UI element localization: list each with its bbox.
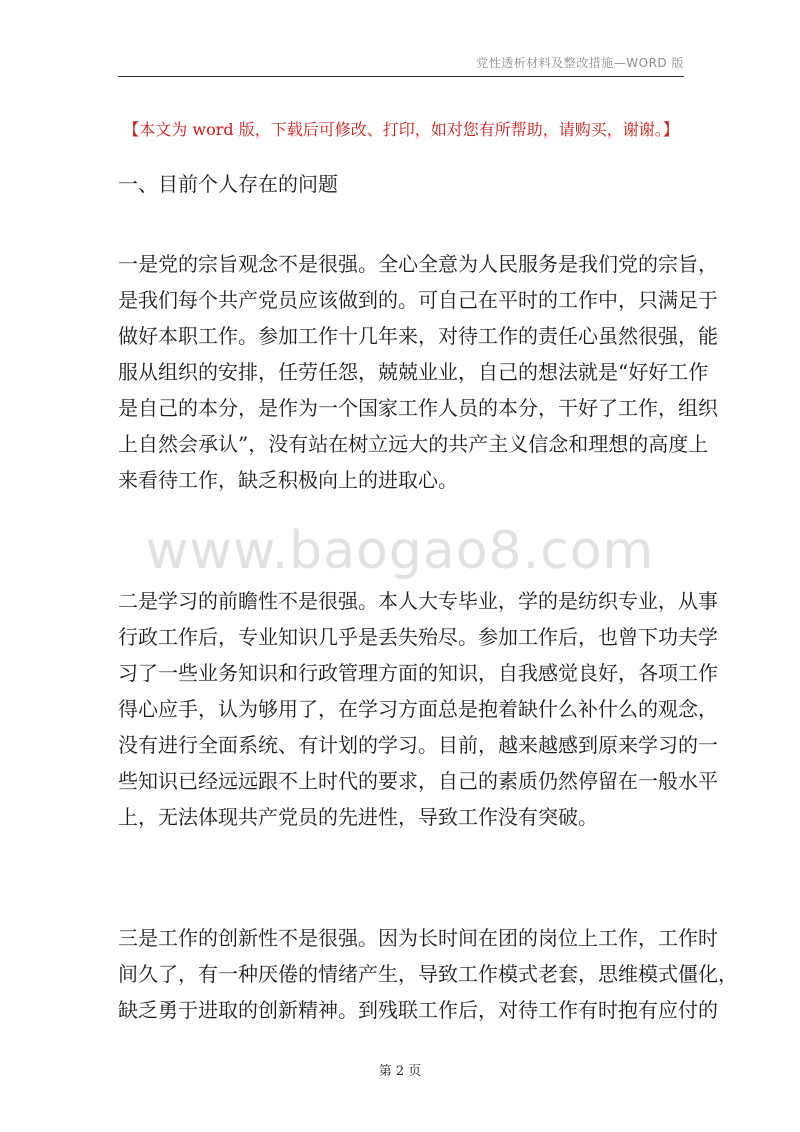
paragraph-line: 服从组织的安排，任劳任怨，兢兢业业，自己的想法就是“好好工作: [118, 360, 709, 384]
paragraph-line: 三是工作的创新性不是很强。因为长时间在团的岗位上工作，工作时: [118, 926, 718, 950]
paragraph-3: [118, 920, 738, 1028]
document-title: 党性透析材料及整改措施—WORD 版: [476, 56, 684, 70]
purchase-notice: 【本文为 word 版，下载后可修改、打印，如对您有所帮助，请购买，谢谢。】: [123, 120, 679, 139]
paragraph-line: 行政工作后，专业知识几乎是丢失殆尽。参加工作后，也曾下功夫学: [118, 625, 718, 649]
page-number: 第 2 页: [378, 1064, 422, 1079]
paragraph-line: 做好本职工作。参加工作十几年来，对待工作的责任心虽然很强，能: [118, 324, 718, 348]
paragraph-line: 些知识已经远远跟不上时代的要求，自己的素质仍然停留在一般水平: [118, 769, 718, 793]
paragraph-line: 是自己的本分，是作为一个国家工作人员的本分，干好了工作，组织: [118, 396, 718, 420]
paragraph-line: 二是学习的前瞻性不是很强。本人大专毕业，学的是纺织专业，从事: [118, 589, 718, 613]
paragraph-line: 间久了，有一种厌倦的情绪产生，导致工作模式老套，思维模式僵化，: [118, 962, 738, 986]
paragraph-line: 上，无法体现共产党员的先进性，导致工作没有突破。: [118, 805, 598, 829]
paragraph-1: [118, 246, 718, 498]
page-header: [118, 52, 684, 77]
paragraph-line: 一是党的宗旨观念不是很强。全心全意为人民服务是我们党的宗旨，: [118, 252, 718, 276]
paragraph-line: 习了一些业务知识和行政管理方面的知识，自我感觉良好，各项工作: [118, 661, 718, 685]
section-title: 一、目前个人存在的问题: [118, 172, 338, 196]
paragraph-line: 得心应手，认为够用了，在学习方面总是抱着缺什么补什么的观念，: [118, 697, 718, 721]
paragraph-line: 来看待工作，缺乏积极向上的进取心。: [118, 468, 458, 492]
paragraph-line: 上自然会承认”，没有站在树立远大的共产主义信念和理想的高度上: [118, 432, 709, 456]
paragraph-line: 缺乏勇于进取的创新精神。到残联工作后，对待工作有时抱有应付的: [118, 998, 718, 1022]
paragraph-line: 没有进行全面系统、有计划的学习。目前，越来越感到原来学习的一: [118, 733, 718, 757]
paragraph-line: 是我们每个共产党员应该做到的。可自己在平时的工作中，只满足于: [118, 288, 718, 312]
watermark: www.baogao8.com: [145, 521, 655, 581]
paragraph-2: [118, 583, 718, 835]
